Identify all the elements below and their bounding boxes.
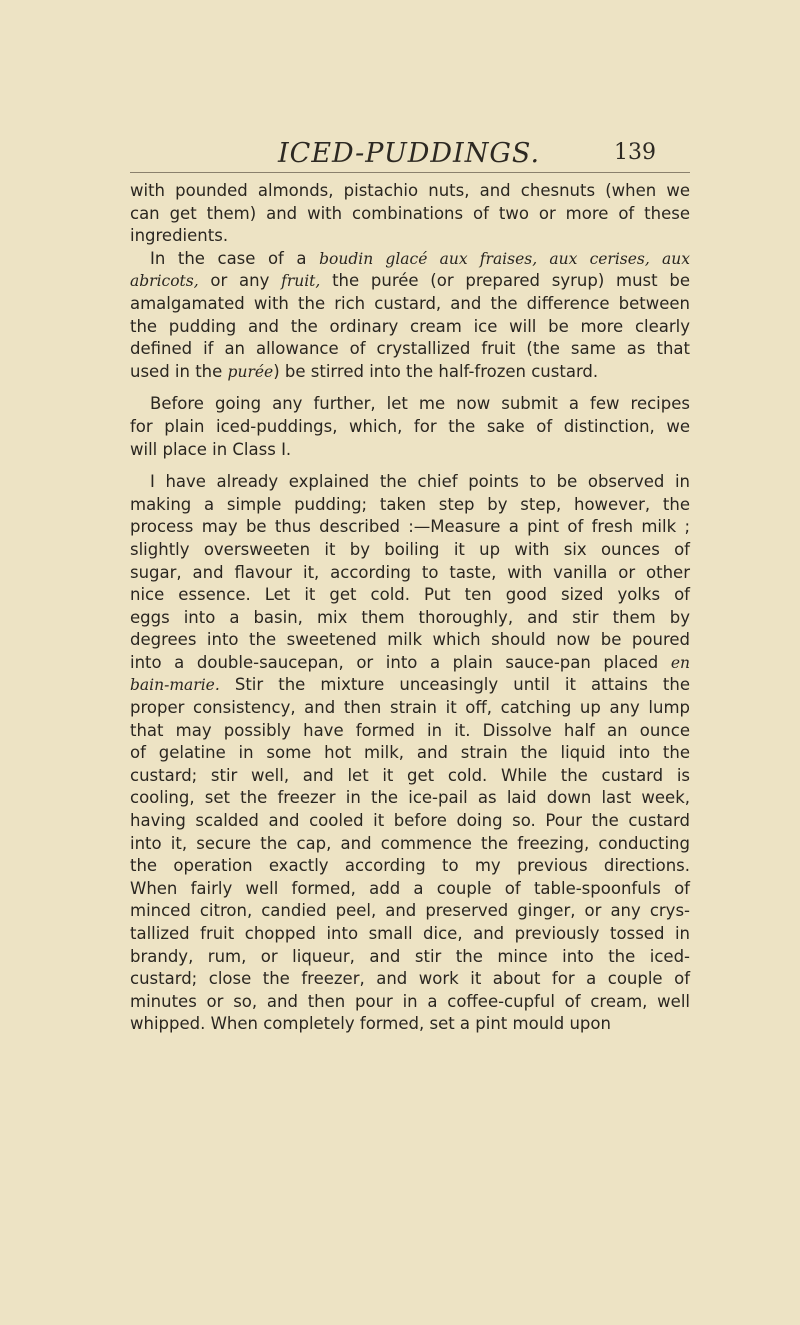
text-line: for plain iced-puddings, which, for the sake of distinction, we bbox=[130, 416, 690, 436]
paragraph bbox=[130, 383, 690, 461]
paragraph bbox=[130, 180, 690, 248]
paragraph bbox=[130, 461, 690, 1036]
text-line: will place in Class I. bbox=[130, 439, 292, 459]
text-line: abricots, or any fruit, the purée (or prepared syrup) must be bbox=[130, 271, 690, 291]
italic-phrase: bain-marie. bbox=[130, 676, 220, 695]
italic-phrase: en bbox=[670, 653, 690, 672]
text-line: proper consistency, and then strain it off, catching up any lump bbox=[130, 698, 690, 718]
text-line: amalgamated with the rich custard, and the difference between bbox=[130, 293, 690, 313]
text-line: I have already explained the chief points to be observed in bbox=[150, 472, 690, 492]
text-line: cooling, set the freezer in the ice-pail as laid down last week, bbox=[130, 788, 690, 808]
text-line: brandy, rum, or liqueur, and stir the mince into the iced- bbox=[130, 946, 690, 966]
text-line: ingredients. bbox=[130, 226, 229, 246]
italic-phrase: boudin glacé aux fraises, aux cerises, aux bbox=[319, 249, 690, 268]
text-line: Before going any further, let me now submit a few recipes bbox=[150, 394, 690, 414]
text-line: making a simple pudding; taken step by step, however, the bbox=[130, 494, 690, 514]
text-line: minced citron, candied peel, and preserved ginger, or any crys- bbox=[130, 901, 690, 921]
text-line: sugar, and flavour it, according to taste, with vanilla or other bbox=[130, 562, 690, 582]
header-rule bbox=[130, 172, 690, 173]
text-line: can get them) and with combinations of two or more of these bbox=[130, 203, 690, 223]
text-line: the pudding and the ordinary cream ice will be more clearly bbox=[130, 316, 690, 336]
text-line: used in the purée) be stirred into the half-frozen custard. bbox=[130, 361, 599, 381]
text-line: In the case of a boudin glacé aux fraises, aux cerises, aux bbox=[150, 248, 690, 268]
text-line: into it, secure the cap, and commence the freezing, conducting bbox=[130, 833, 690, 853]
page-number: 139 bbox=[614, 140, 656, 165]
text-line: custard; close the freezer, and work it about for a couple of bbox=[130, 969, 690, 989]
running-title: ICED-PUDDINGS. bbox=[278, 138, 541, 169]
italic-phrase: fruit, bbox=[281, 272, 321, 291]
text-line: tallized fruit chopped into small dice, and previously tossed in bbox=[130, 924, 690, 943]
text-line: defined if an allowance of crystallized fruit (the same as that bbox=[130, 339, 690, 359]
text-line: of gelatine in some hot milk, and strain the liquid into the bbox=[130, 743, 690, 763]
text-line: slightly oversweeten it by boiling it up with six ounces of bbox=[130, 539, 690, 559]
text-line: custard; stir well, and let it get cold. While the custard is bbox=[130, 765, 690, 785]
text-line: whipped. When completely formed, set a pint mould upon bbox=[130, 1014, 611, 1034]
text-line: having scalded and cooled it before doing so. Pour the custard bbox=[130, 811, 690, 831]
italic-phrase: purée bbox=[227, 362, 274, 381]
text-line: the operation exactly according to my previous directions. bbox=[130, 856, 690, 876]
text-line: into a double-saucepan, or into a plain sauce-pan placed en bbox=[130, 652, 690, 672]
text-line: degrees into the sweetened milk which should now be poured bbox=[130, 630, 690, 650]
text-line: nice essence. Let it get cold. Put ten good sized yolks of bbox=[130, 585, 690, 605]
paragraph bbox=[130, 248, 690, 384]
text-line: minutes or so, and then pour in a coffee-cupful of cream, well bbox=[130, 991, 690, 1011]
italic-phrase: abricots, bbox=[130, 272, 199, 291]
text-line: process may be thus described :—Measure a pint of fresh milk ; bbox=[130, 517, 690, 537]
text-line: with pounded almonds, pistachio nuts, and chesnuts (when we bbox=[130, 181, 690, 200]
text-line: When fairly well formed, add a couple of table-spoonfuls of bbox=[130, 878, 690, 898]
text-line: that may possibly have formed in it. Dissolve half an ounce bbox=[130, 720, 690, 740]
text-line: eggs into a basin, mix them thoroughly, and stir them by bbox=[130, 607, 690, 627]
text-line: bain-marie. Stir the mixture unceasingly until it attains the bbox=[130, 675, 690, 695]
body-text bbox=[130, 180, 690, 1036]
